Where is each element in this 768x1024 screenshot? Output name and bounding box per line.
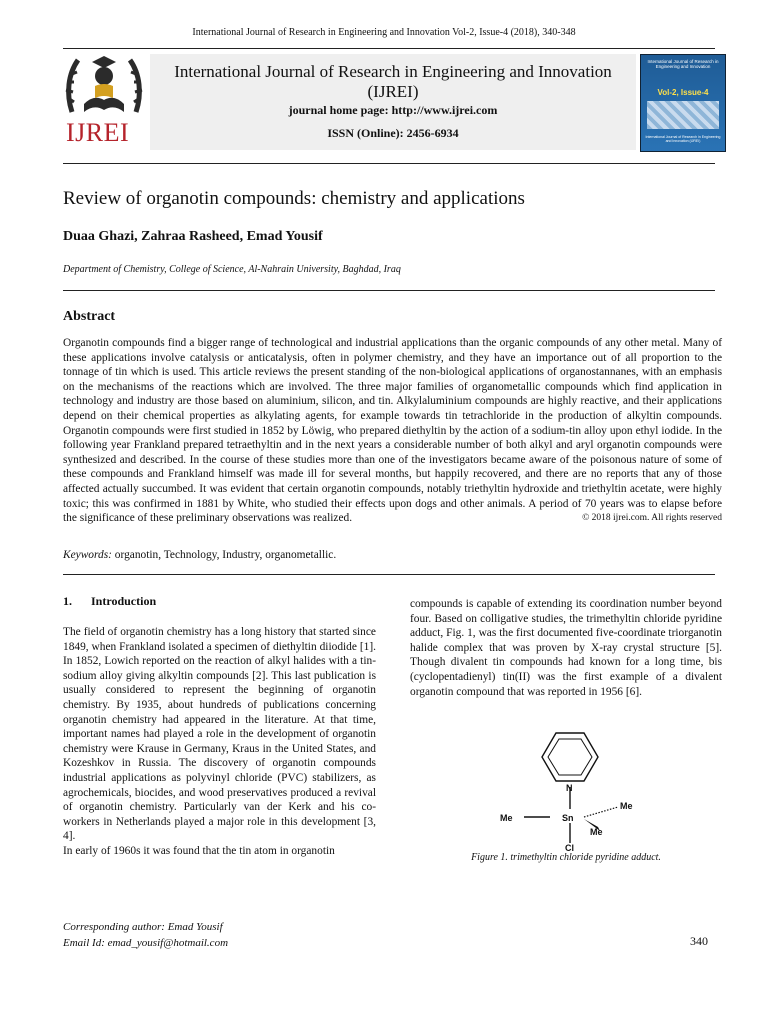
- keywords: [63, 549, 336, 561]
- me-hashed-bond: [584, 807, 618, 817]
- journal-title-line2: (IJREI): [367, 82, 419, 101]
- abstract-rule: [63, 574, 715, 575]
- aromatic-ring-inner: [548, 739, 592, 775]
- journal-cover-image: [640, 54, 726, 152]
- pyridine-ring: [542, 733, 598, 781]
- header-rule-top: [63, 48, 715, 49]
- corresponding-author: [63, 919, 228, 951]
- atom-sn: Sn: [562, 813, 574, 823]
- cover-title: International Journal of Research in Engineering and Innovation: [647, 59, 719, 69]
- atom-n: N: [566, 783, 573, 793]
- intro-paragraph-1: The field of organotin chemistry has a long history that started since 1849, when Frankland isolated a specimen of diethyltin diiodide [1]. In 1852, Lowich reported on the reaction of alkyl halides with a tin-sodium alloy giving alkyltin compounds [2]. This last publication is usually considered to represent the beginning of organotin chemistry. By 1935, about hundreds of publications concerning organotin chemistry had appeared in the literature. At that time, important names had played a role in the development of organotin chemistry were Krause in Germany, Kraus in the United States, and Kozeshkov in Russia. The discovery of organotin compounds industrial applications as polyvinyl chloride (PVC) stabilizers, as agrochemicals, biocides, and wood preservatives produced a revival of organotin chemistry. Particularly van der Kerk and his co-workers in Netherlands played a major role in this development [3, 4].: [63, 626, 376, 843]
- left-column-text: [63, 625, 376, 859]
- journal-issn: ISSN (Online): 2456-6934: [327, 126, 459, 140]
- author-list: Duaa Ghazi, Zahraa Rasheed, Emad Yousif: [63, 229, 323, 244]
- copyright-notice: © 2018 ijrei.com. All rights reserved: [582, 513, 722, 524]
- pyridine-adduct-diagram: [470, 725, 670, 853]
- atom-me-right-up: Me: [620, 801, 633, 811]
- paper-title: Review of organotin compounds: chemistry and applications: [63, 188, 525, 209]
- cover-footer: International Journal of Research in Engineering and Innovation (IJREI): [645, 135, 721, 143]
- journal-title: [150, 62, 636, 102]
- abstract-body: [63, 336, 722, 526]
- right-column-text: [410, 597, 722, 699]
- section-title: Introduction: [91, 594, 157, 608]
- atom-me-left: Me: [500, 813, 513, 823]
- keywords-label: Keywords:: [63, 549, 112, 561]
- page-number: 340: [690, 934, 708, 948]
- journal-title-line1: International Journal of Research in Engineering and Innovation: [174, 62, 612, 81]
- affiliation: Department of Chemistry, College of Science, Al-Nahrain University, Baghdad, Iraq: [63, 264, 401, 275]
- header-rule-bottom: [63, 163, 715, 164]
- figure-1-structure: [470, 725, 670, 853]
- figure-1-caption: Figure 1. trimethyltin chloride pyridine adduct.: [471, 852, 661, 863]
- intro-paragraph-2: In early of 1960s it was found that the tin atom in organotin: [63, 844, 335, 857]
- abstract-text: Organotin compounds find a bigger range of technological and industrial applications than the organic compounds of any other metal. Many of these applications involve catalysis or anticatalysis, often in polymer chemistry, and they have an importance out of all proportion to the tonnage of tin which is used. This article reviews the present standing of the non-biological applications of organostannanes, with an emphasis on the mechanisms of the reactions which are involved. The three major families of organometallic compounds which find application in technology and industry are those based on aluminium, silicon, and tin. Alkylaluminium compounds are highly reactive, and their applications depend on their chemical properties as alkylating agents, for example towards tin tetrachloride in the production of alkyltin compounds. Organotin compounds were first studied in 1852 by Löwig, who prepared diethyltin by the action of a sodium-tin alloy upon ethyl iodide. In the following year Frankland prepared tetraethyltin and in the next years a considerable number of both alkyl and aryl organotin compounds were synthesized and described. In the course of these studies more than one of the investigators became aware of the poisonous nature of some of these compounds and Frankland himself was made ill for several months, but happily recovered, and there are no reports that any of those affected actually succumbed. It was evident that certain organotin compounds, notably triethyltin hydroxide and triethyltin acetate, were highly toxic; this was confirmed in 1881 by White, who studied their effects upon dogs and other animals. A period of 70 years was to elapse before the significance of these preliminary observations was realized.: [63, 337, 722, 525]
- affiliation-rule: [63, 290, 715, 291]
- journal-home-page[interactable]: journal home page: http://www.ijrei.com: [288, 103, 498, 117]
- atom-cl: Cl: [565, 843, 574, 853]
- atom-me-right-down: Me: [590, 827, 603, 837]
- cover-volume: Vol-2, Issue-4: [657, 88, 709, 97]
- logo-text: IJREI: [66, 118, 130, 147]
- cover-picture: [647, 101, 719, 129]
- running-head: International Journal of Research in Engineering and Innovation Vol-2, Issue-4 (2018), 340-348: [192, 27, 576, 38]
- logo-emblem-icon: [62, 54, 146, 118]
- corresponding-author-name: Corresponding author: Emad Yousif: [63, 921, 223, 933]
- section-number: 1.: [63, 594, 72, 608]
- corresponding-email[interactable]: Email Id: emad_yousif@hotmail.com: [63, 937, 229, 949]
- keywords-list: organotin, Technology, Industry, organometallic.: [114, 549, 337, 561]
- section-heading-introduction: [63, 594, 156, 609]
- abstract-heading: Abstract: [63, 309, 116, 324]
- intro-paragraph-2-continued: compounds is capable of extending its coordination number beyond four. Based on colligative studies, the trimethyltin chloride pyridine adduct, Fig. 1, was the first documented five-coordinate triorganotin halide complex that was proven by X-ray crystal structure [5]. Though divalent tin compounds had known for a long time, bis (cyclopentadienyl) tin(II) was the first example of a divalent organotin compound that was reported in 1956 [6].: [410, 598, 722, 698]
